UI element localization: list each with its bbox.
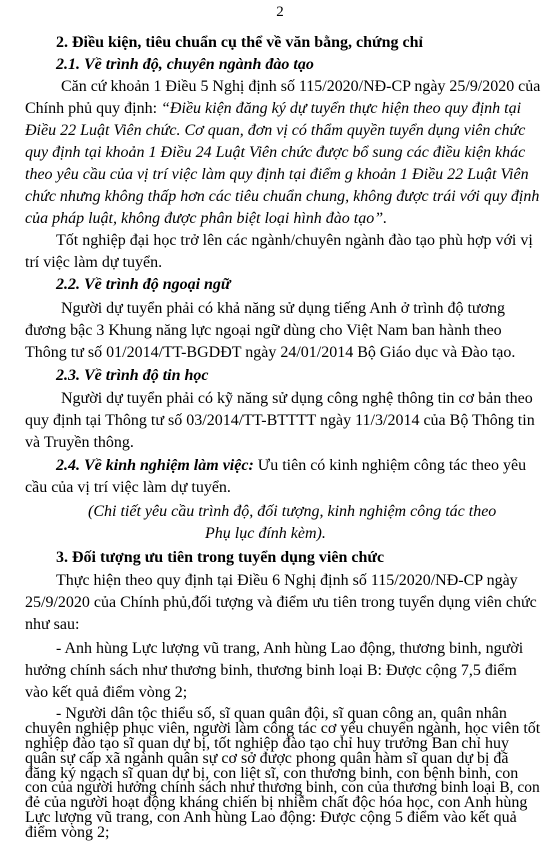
paragraph-text: Ưu tiên có kinh nghiệm công tác theo yêu xyxy=(253,457,527,474)
note-line: Phụ lục đính kèm). xyxy=(205,525,326,542)
bullet-line: vào kết quả điểm vòng 2; xyxy=(25,684,188,701)
heading-2-1: 2.1. Về trình độ, chuyên ngành đào tạo xyxy=(56,56,314,73)
bullet-line: quân sự cấp xã ngành quân sự cơ sở được phong quân hàm sĩ quan dự bị đã xyxy=(25,749,509,767)
bullet-line: điểm vòng 2; xyxy=(25,824,110,841)
paragraph-line: đương bậc 3 Khung năng lực ngoại ngữ dùng cho Việt Nam ban hành theo xyxy=(25,322,502,339)
bullet-line: Lực lượng vũ trang, con Anh hùng Lao động: Được cộng 5 điểm vào kết quả xyxy=(25,809,517,827)
quote-line: quy định tại khoản 1 Điều 24 Luật Viên chức được bổ sung các điều kiện khác xyxy=(25,144,526,161)
heading-section-3: 3. Đối tượng ưu tiên trong tuyển dụng viên chức xyxy=(56,549,385,566)
paragraph-line: trí việc làm dự tuyển. xyxy=(25,254,163,271)
bullet-line: chuyên nghiệp phục viên, người làm công tác cơ yếu chuyển ngành, học viên tốt xyxy=(25,719,541,737)
bullet-line: đăng ký ngạch sĩ quan dự bị, con liệt sĩ, con thương binh, con bệnh binh, con xyxy=(25,764,519,782)
paragraph-line: Người dự tuyển phải có khả năng sử dụng tiếng Anh ở trình độ tương xyxy=(61,300,506,317)
quote-line: Điều 22 Luật Viên chức. Cơ quan, đơn vị có thẩm quyền tuyển dụng viên chức xyxy=(25,122,526,139)
heading-2-4: 2.4. Về kinh nghiệm làm việc: xyxy=(56,457,254,474)
bullet-line: nghiệp đào tạo sĩ quan dự bị, tốt nghiệp đào tạo chỉ huy trưởng Ban chỉ huy xyxy=(25,734,509,752)
paragraph-line: Người dự tuyển phải có kỹ năng sử dụng công nghệ thông tin cơ bản theo xyxy=(61,390,533,407)
paragraph-line xyxy=(56,456,526,476)
paragraph-line: 25/9/2020 của Chính phủ,đối tượng và điểm ưu tiên trong tuyển dụng viên chức xyxy=(25,594,537,611)
paragraph-line: quy định tại Thông tư số 03/2014/TT-BTTTT ngày 11/3/2014 của Bộ Thông tin xyxy=(25,412,535,429)
heading-2-3: 2.3. Về trình độ tin học xyxy=(56,367,209,384)
paragraph-line: Tốt nghiệp đại học trở lên các ngành/chuyên ngành đào tạo phù hợp với vị xyxy=(56,232,533,249)
paragraph-line: như sau: xyxy=(25,616,80,633)
paragraph-line: Thông tư số 01/2014/TT-BGDĐT ngày 24/01/2014 Bộ Giáo dục và Đào tạo. xyxy=(25,344,516,361)
paragraph-line xyxy=(25,99,521,119)
note-line: (Chi tiết yêu cầu trình độ, đối tượng, kinh nghiệm công tác theo xyxy=(88,503,497,520)
bullet-line: đẻ của người hoạt động kháng chiến bị nhiễm chất độc hóa học, con Anh hùng xyxy=(25,794,528,812)
paragraph-line: cầu của vị trí việc làm dự tuyển. xyxy=(25,479,231,496)
bullet-line: hưởng chính sách như thương binh, thương binh loại B: Được cộng 7,5 điểm xyxy=(25,662,517,679)
bullet-line: - Anh hùng Lực lượng vũ trang, Anh hùng Lao động, thương binh, người xyxy=(56,640,524,657)
paragraph-text: Chính phủ quy định: xyxy=(25,100,162,117)
quote-text: “Điều kiện đăng ký dự tuyển thực hiện theo quy định tại xyxy=(161,100,522,117)
paragraph-line: Căn cứ khoản 1 Điều 5 Nghị định số 115/2020/NĐ-CP ngày 25/9/2020 của xyxy=(61,78,541,95)
bullet-line: con của người hưởng chính sách như thương binh, con của thương binh loại B, con xyxy=(25,779,540,797)
quote-line: của pháp luật, không được phân biệt loại hình đào tạo”. xyxy=(25,210,388,227)
paragraph-line: Thực hiện theo quy định tại Điều 6 Nghị định số 115/2020/NĐ-CP ngày xyxy=(56,572,518,589)
bullet-line: - Người dân tộc thiểu số, sĩ quan quân đội, sĩ quan công an, quân nhân xyxy=(56,705,507,722)
heading-section-2: 2. Điều kiện, tiêu chuẩn cụ thể về văn bằng, chứng chỉ xyxy=(56,34,423,51)
quote-line: chức nhưng không thấp hơn các tiêu chuẩn chung, không được trái với quy định xyxy=(25,188,540,205)
paragraph-line: và Truyền thông. xyxy=(25,434,134,451)
quote-line: theo yêu cầu của vị trí việc làm quy định tại điểm g khoản 1 Điều 22 Luật Viên xyxy=(25,166,529,183)
heading-2-2: 2.2. Về trình độ ngoại ngữ xyxy=(56,276,231,293)
page-number: 2 xyxy=(276,4,284,20)
